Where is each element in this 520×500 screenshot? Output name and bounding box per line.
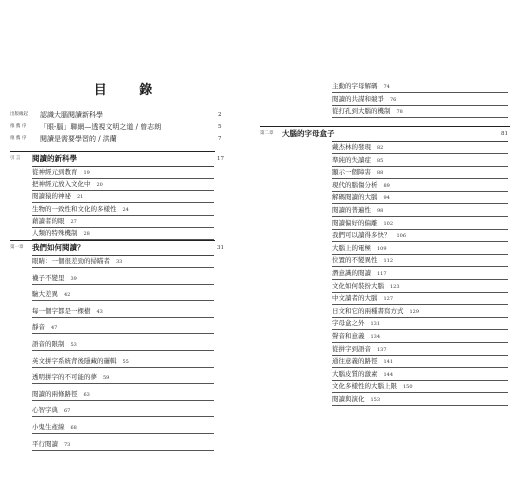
toc-entry[interactable] [32,339,77,350]
entry-page: 131 [370,321,381,328]
entry-divider [332,117,508,118]
entry-page: 59 [103,375,110,382]
entry-title: 解碼閱讀的大腦 [332,193,378,202]
entry-divider [32,267,214,268]
entry-title: 通往意義的路徑 [332,357,378,366]
toc-entry[interactable] [332,369,393,380]
toc-front-row[interactable] [10,121,248,133]
entry-title: 從拼字到語音 [332,344,371,353]
toc-chapter1-row[interactable] [10,242,248,254]
toc-entry[interactable] [332,192,390,203]
entry-title: 字母盒之外 [332,319,365,328]
toc-entry[interactable] [32,422,77,433]
entry-page: 82 [377,145,384,151]
toc-entry[interactable] [32,356,129,367]
section-rule [260,126,510,127]
front-label: 出版緣起 [10,112,28,117]
entry-title: 大腦上的電極 [332,243,371,252]
toc-entry[interactable] [32,405,70,416]
entry-title: 生物的一致性和文化的多樣性 [32,204,117,213]
entry-title: 每一個字都是一棵樹 [32,306,91,315]
entry-title: 位置的不變異性 [332,256,378,265]
entry-title: 文化如何裝扮大腦 [332,281,384,290]
front-page: 7 [218,136,222,142]
page-title: 目 錄 [93,83,167,98]
entry-title: 語音的限制 [32,340,65,348]
entry-title: 襪子不變里 [32,273,65,282]
entry-divider [32,450,214,451]
entry-page: 53 [70,342,77,348]
toc-entry[interactable] [32,389,90,400]
front-title: 閱讀是需要學習的 / 洪蘭 [40,135,117,143]
toc-entry[interactable] [332,106,403,117]
toc-chapter2-row[interactable] [260,128,515,140]
entry-title: 閱讀的普遍性 [332,206,371,214]
entry-divider [32,367,214,368]
toc-entry[interactable] [32,179,103,190]
entry-title: 日文和它的兩種書寫方式 [332,306,404,315]
intro-label: 引 言 [10,156,21,161]
toc-entry[interactable] [32,289,70,300]
toc-entry[interactable] [32,372,109,383]
entry-title: 平行閱讀 [32,439,58,448]
toc-entry[interactable] [332,381,413,392]
toc-entry[interactable] [32,439,70,450]
toc-entry[interactable] [332,306,419,317]
entry-page: 43 [96,308,103,315]
entry-title: 把神經元放入文化中 [32,180,91,189]
entry-title: 透明拼字的不可能的夢 [32,373,97,382]
toc-entry[interactable] [32,204,129,215]
intro-page: 17 [217,156,224,162]
entry-page: 102 [383,220,394,227]
toc-entry[interactable] [332,356,393,367]
entry-page: 28 [83,231,90,237]
entry-title: 大腦皮質的激素 [332,369,378,378]
entry-page: 24 [122,206,129,213]
toc-entry[interactable] [332,167,383,178]
entry-divider [32,317,214,318]
toc-entry[interactable] [332,281,400,292]
toc-entry[interactable] [332,180,390,191]
entry-title: 文化多樣性的大腦上限 [332,382,397,391]
entry-page: 153 [370,397,381,403]
toc-entry[interactable] [32,216,77,227]
entry-title: 閱讀的兩條路徑 [32,389,78,398]
toc-entry[interactable] [332,218,393,229]
entry-title: 主動的字母解碼 [332,82,378,90]
entry-page: 109 [377,245,387,252]
toc-intro-row[interactable] [10,153,248,165]
entry-title: 準純的失讀症 [332,155,371,164]
entry-page: 20 [96,182,103,189]
entry-page: 78 [396,109,403,115]
toc-entry[interactable] [332,205,383,216]
chapter2-label: 第二章 [260,131,274,136]
entry-page: 123 [390,283,400,290]
toc-entry[interactable] [32,322,57,333]
entry-page: 85 [377,157,384,164]
entry-title: 聲音和意義 [332,332,365,340]
entry-divider [32,433,214,434]
front-page: 2 [218,112,222,118]
toc-entry[interactable] [332,230,406,241]
toc-entry[interactable] [332,331,380,342]
toc-entry[interactable] [32,191,83,202]
toc-entry[interactable] [332,155,383,166]
entry-title: 中文讀者的大腦 [332,294,378,303]
entry-title: 顯示一個障害 [332,168,371,177]
entry-page: 89 [383,182,390,189]
entry-page: 55 [122,358,129,365]
entry-page: 67 [64,408,71,415]
chapter2-page: 81 [501,131,508,137]
entry-title: 英文拼字系統背後隱藏的邏輯 [32,356,117,365]
entry-page: 129 [409,308,420,315]
entry-title: 從神經元到教育 [32,168,78,176]
entry-page: 74 [383,84,390,90]
toc-entry[interactable] [332,243,387,254]
chapter1-title: 我們如何閱讀？ [32,243,85,252]
entry-page: 127 [383,296,394,303]
entry-page: 39 [70,275,77,282]
entry-divider [32,284,214,285]
toc-entry[interactable] [32,273,77,284]
entry-title: 心智字典 [32,406,58,415]
entry-page: 98 [377,208,384,214]
entry-page: 137 [377,346,387,353]
entry-divider [32,300,214,301]
front-title: 認識大腦閱讀新科學 [40,111,103,119]
toc-entry[interactable] [332,293,393,304]
toc-entry[interactable] [32,228,90,239]
entry-page: 19 [83,170,90,176]
chapter1-label: 第一章 [10,245,24,250]
toc-front-row[interactable] [10,133,248,145]
front-label: 推 薦 序 [10,136,27,141]
toc-entry[interactable] [332,81,390,92]
entry-divider [32,416,214,417]
toc-entry[interactable] [332,94,396,105]
entry-page: 134 [370,334,381,340]
entry-page: 106 [396,233,407,240]
entry-page: 144 [383,371,394,378]
toc-entry[interactable] [332,255,393,266]
entry-page: 33 [116,259,123,265]
entry-divider [32,350,214,351]
entry-page: 42 [64,292,71,299]
entry-page: 117 [377,271,387,277]
entry-divider [332,405,508,406]
toc-entry[interactable] [32,306,103,317]
entry-page: 68 [70,425,77,431]
entry-title: 小鬼生產線 [32,423,65,431]
entry-page: 63 [83,391,90,398]
entry-page: 76 [390,96,397,103]
entry-divider [32,383,214,384]
entry-page: 47 [51,325,58,332]
toc-right-page [260,0,520,500]
entry-title: 戴杰林的發現 [332,143,371,151]
entry-page: 88 [377,170,384,177]
section-rule [10,240,215,241]
entry-title: 人類的特殊機制 [32,229,78,237]
entry-page: 94 [383,195,390,202]
entry-title: 靜音 [32,323,45,332]
intro-title: 閱讀的新科學 [32,154,77,163]
toc-entry[interactable] [32,256,122,267]
toc-entry[interactable] [332,268,387,279]
chapter1-page: 31 [217,245,224,251]
toc-entry[interactable] [32,167,90,178]
entry-page: 112 [383,258,394,265]
toc-entry[interactable] [332,394,380,405]
front-page: 5 [218,124,222,130]
entry-title: 閱讀猿的神祕 [32,192,71,201]
entry-title: 眼睛：一個很差勁的掃瞄者 [32,257,110,265]
entry-page: 21 [77,194,84,201]
front-label: 推 薦 序 [10,124,27,129]
toc-entry[interactable] [332,318,380,329]
entry-divider [32,333,214,334]
front-title: 「眼-腦」聯網—透視文明之道 / 曾志朗 [40,123,162,131]
entry-title: 從打孔到大腦的機制 [332,107,391,115]
entry-page: 150 [403,384,413,391]
entry-page: 141 [383,359,394,366]
entry-page: 73 [64,441,71,448]
entry-title: 驗大差異 [32,290,58,299]
chapter2-title: 大腦的字母盒子 [282,129,335,138]
entry-title: 閱讀與演化 [332,395,365,403]
entry-title: 我們可以讀得多快？ [332,231,391,240]
toc-entry[interactable] [332,344,387,355]
entry-page: 27 [70,218,77,225]
entry-title: 潛意識的閱讀 [332,269,371,277]
section-rule [10,151,215,152]
toc-front-row[interactable] [10,109,248,121]
entry-title: 閱讀的共謀和競爭 [332,94,384,103]
entry-divider [32,400,214,401]
toc-entry[interactable] [332,142,383,153]
entry-title: 藉讀者的眼 [32,216,65,225]
entry-title: 現代的腦傷分析 [332,180,378,189]
entry-title: 閱讀偏好的偏離 [332,218,378,227]
